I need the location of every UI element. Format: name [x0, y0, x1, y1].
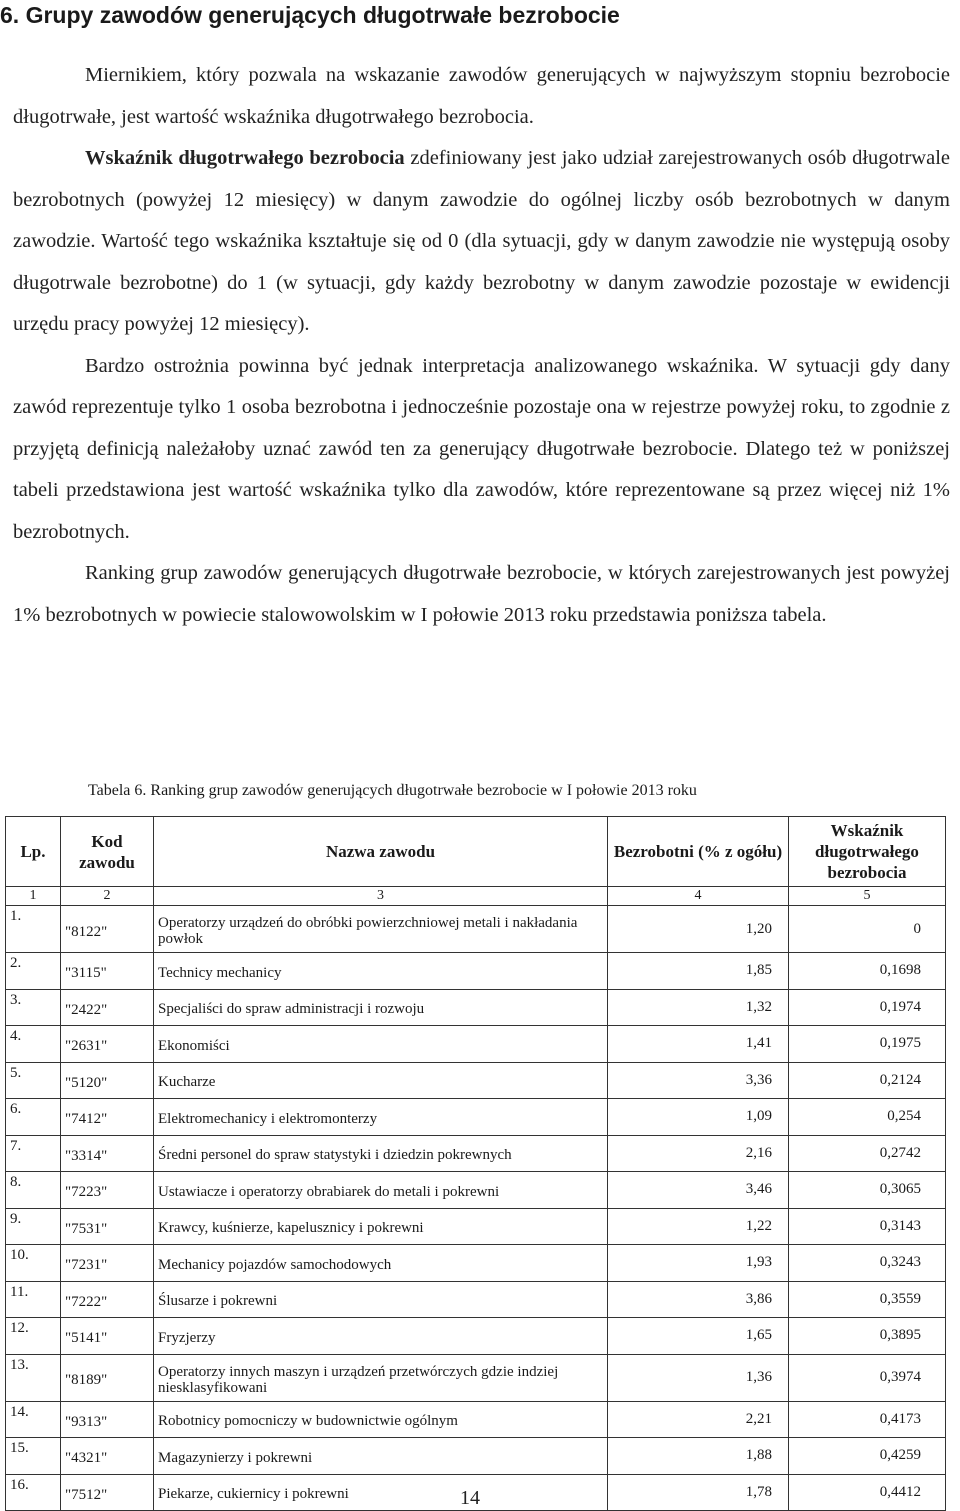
cell-index: 0,1975: [789, 1026, 946, 1063]
cell-index: 0,3559: [789, 1281, 946, 1318]
cell-pct: 3,86: [608, 1281, 789, 1318]
cell-index: 0,1974: [789, 989, 946, 1026]
cell-lp: 4.: [6, 1026, 61, 1063]
term-definition-bold: Wskaźnik długotrwałego bezrobocia: [85, 147, 405, 169]
cell-pct: 1,32: [608, 989, 789, 1026]
header-code: Kod zawodu: [61, 817, 154, 887]
cell-code: "7531": [61, 1208, 154, 1245]
cell-name: Magazynierzy i pokrewni: [154, 1438, 608, 1475]
cell-index: 0,254: [789, 1099, 946, 1136]
cell-name: Mechanicy pojazdów samochodowych: [154, 1245, 608, 1282]
cell-pct: 1,09: [608, 1099, 789, 1136]
cell-code: "8122": [61, 906, 154, 953]
paragraph-2: [13, 138, 950, 346]
ranking-table: [5, 816, 946, 1511]
cell-name: Fryzjerzy: [154, 1318, 608, 1355]
table-row: [6, 1172, 946, 1209]
header-lp: Lp.: [6, 817, 61, 887]
table-row: [6, 1438, 946, 1475]
cell-code: "3115": [61, 953, 154, 990]
cell-pct: 1,36: [608, 1354, 789, 1401]
page-number: 14: [460, 1487, 480, 1509]
cell-code: "7222": [61, 1281, 154, 1318]
cell-name: Operatorzy innych maszyn i urządzeń przetwórczych gdzie indziej niesklasyfikowani: [154, 1354, 608, 1401]
cell-name: Operatorzy urządzeń do obróbki powierzchniowej metali i nakładania powłok: [154, 906, 608, 953]
cell-lp: 12.: [6, 1318, 61, 1355]
paragraph-4: Ranking grup zawodów generujących długotrwałe bezrobocie, w których zarejestrowanych jest powyżej 1% bezrobotnych w powiecie stalowowolskim w I połowie 2013 roku przedstawia poniższa tabela.: [13, 562, 950, 626]
cell-pct: 1,88: [608, 1438, 789, 1475]
cell-pct: 1,65: [608, 1318, 789, 1355]
cell-pct: 2,21: [608, 1401, 789, 1438]
cell-lp: 13.: [6, 1354, 61, 1401]
cell-name: Ustawiacze i operatorzy obrabiarek do metali i pokrewni: [154, 1172, 608, 1209]
cell-index: 0: [789, 906, 946, 953]
cell-lp: 9.: [6, 1208, 61, 1245]
cell-code: "7412": [61, 1099, 154, 1136]
cell-name: Ślusarze i pokrewni: [154, 1281, 608, 1318]
cell-pct: 3,36: [608, 1062, 789, 1099]
cell-code: "2422": [61, 989, 154, 1026]
cell-index: 0,1698: [789, 953, 946, 990]
cell-index: 0,4412: [789, 1474, 946, 1511]
cell-index: 0,4259: [789, 1438, 946, 1475]
cell-index: 0,3065: [789, 1172, 946, 1209]
cell-code: "8189": [61, 1354, 154, 1401]
paragraph-3: Bardzo ostrożnia powinna być jednak interpretacja analizowanego wskaźnika. W sytuacji gdy dany zawód reprezentuje tylko 1 osoba bezrobotna i jednocześnie pozostaje ona w rejestrze powyżej roku, to zgodnie z przyjętą definicją należałoby uznać zawód ten za generujący długotrwałe bezrobocie. Dlatego też w poniższej tabeli przedstawiona jest wartość wskaźnika tylko dla zawodów, które reprezentowane są przez więcej niż 1% bezrobotnych.: [13, 354, 950, 543]
cell-lp: 3.: [6, 989, 61, 1026]
table-row: [6, 1062, 946, 1099]
cell-lp: 8.: [6, 1172, 61, 1209]
cell-index: 0,2124: [789, 1062, 946, 1099]
table-header-row: [6, 817, 946, 887]
cell-name: Krawcy, kuśnierze, kapelusznicy i pokrewni: [154, 1208, 608, 1245]
table-row: [6, 1281, 946, 1318]
header-index: Wskaźnik długotrwałego bezrobocia: [789, 817, 946, 887]
cell-pct: 2,16: [608, 1135, 789, 1172]
cell-pct: 1,22: [608, 1208, 789, 1245]
column-number: 3: [154, 887, 608, 906]
table-row: [6, 1401, 946, 1438]
cell-lp: 7.: [6, 1135, 61, 1172]
section-heading: 6. Grupy zawodów generujących długotrwałe bezrobocie: [0, 2, 620, 28]
column-number: 2: [61, 887, 154, 906]
table-caption: Tabela 6. Ranking grup zawodów generujących długotrwałe bezrobocie w I połowie 2013 roku: [88, 782, 697, 799]
cell-pct: 1,78: [608, 1474, 789, 1511]
column-number: 4: [608, 887, 789, 906]
cell-lp: 1.: [6, 906, 61, 953]
body-text: [13, 55, 950, 636]
cell-pct: 1,93: [608, 1245, 789, 1282]
cell-pct: 1,85: [608, 953, 789, 990]
cell-lp: 5.: [6, 1062, 61, 1099]
cell-index: 0,3143: [789, 1208, 946, 1245]
cell-code: "5120": [61, 1062, 154, 1099]
cell-lp: 11.: [6, 1281, 61, 1318]
table-row: [6, 906, 946, 953]
cell-name: Technicy mechanicy: [154, 953, 608, 990]
cell-name: Średni personel do spraw statystyki i dziedzin pokrewnych: [154, 1135, 608, 1172]
cell-code: "3314": [61, 1135, 154, 1172]
cell-pct: 1,20: [608, 906, 789, 953]
cell-lp: 14.: [6, 1401, 61, 1438]
cell-code: "7223": [61, 1172, 154, 1209]
cell-code: "2631": [61, 1026, 154, 1063]
cell-code: "9313": [61, 1401, 154, 1438]
cell-name: Elektromechanicy i elektromonterzy: [154, 1099, 608, 1136]
table-row: [6, 1208, 946, 1245]
table-row: [6, 1318, 946, 1355]
cell-code: "7512": [61, 1474, 154, 1511]
cell-name: Ekonomiści: [154, 1026, 608, 1063]
cell-index: 0,3243: [789, 1245, 946, 1282]
cell-index: 0,4173: [789, 1401, 946, 1438]
cell-index: 0,3974: [789, 1354, 946, 1401]
cell-index: 0,2742: [789, 1135, 946, 1172]
table-row: [6, 1354, 946, 1401]
table-row: [6, 1099, 946, 1136]
cell-name: Robotnicy pomocniczy w budownictwie ogólnym: [154, 1401, 608, 1438]
cell-index: 0,3895: [789, 1318, 946, 1355]
cell-pct: 3,46: [608, 1172, 789, 1209]
header-pct: Bezrobotni (% z ogółu): [608, 817, 789, 887]
table-row: [6, 1135, 946, 1172]
cell-code: "5141": [61, 1318, 154, 1355]
cell-lp: 16.: [6, 1474, 61, 1511]
table-row: [6, 1245, 946, 1282]
cell-code: "7231": [61, 1245, 154, 1282]
cell-name: Kucharze: [154, 1062, 608, 1099]
cell-lp: 15.: [6, 1438, 61, 1475]
column-numbers-row: [6, 887, 946, 906]
header-name: Nazwa zawodu: [154, 817, 608, 887]
cell-lp: 10.: [6, 1245, 61, 1282]
cell-lp: 2.: [6, 953, 61, 990]
cell-lp: 6.: [6, 1099, 61, 1136]
column-number: 5: [789, 887, 946, 906]
paragraph-1: Miernikiem, który pozwala na wskazanie zawodów generujących w najwyższym stopniu bezrobocie długotrwałe, jest wartość wskaźnika długotrwałego bezrobocia.: [13, 64, 950, 128]
paragraph-2-text: zdefiniowany jest jako udział zarejestrowanych osób długotrwale bezrobotnych (powyżej 12 miesięcy) w danym zawodzie do ogólnej liczby osób bezrobotnych w danym zawodzie. Wartość tego wskaźnika kształtuje się od 0 (dla sytuacji, gdy w danym zawodzie nie występują osoby długotrwale bezrobotne) do 1 (w sytuacji, gdy każdy bezrobotny w danym zawodzie pozostaje w ewidencji urzędu pracy powyżej 12 miesięcy).: [13, 147, 950, 335]
cell-name: Piekarze, cukiernicy i pokrewni: [154, 1474, 608, 1511]
cell-name: Specjaliści do spraw administracji i rozwoju: [154, 989, 608, 1026]
table-row: [6, 953, 946, 990]
cell-pct: 1,41: [608, 1026, 789, 1063]
table-row: [6, 1026, 946, 1063]
column-number: 1: [6, 887, 61, 906]
cell-code: "4321": [61, 1438, 154, 1475]
table-row: [6, 989, 946, 1026]
